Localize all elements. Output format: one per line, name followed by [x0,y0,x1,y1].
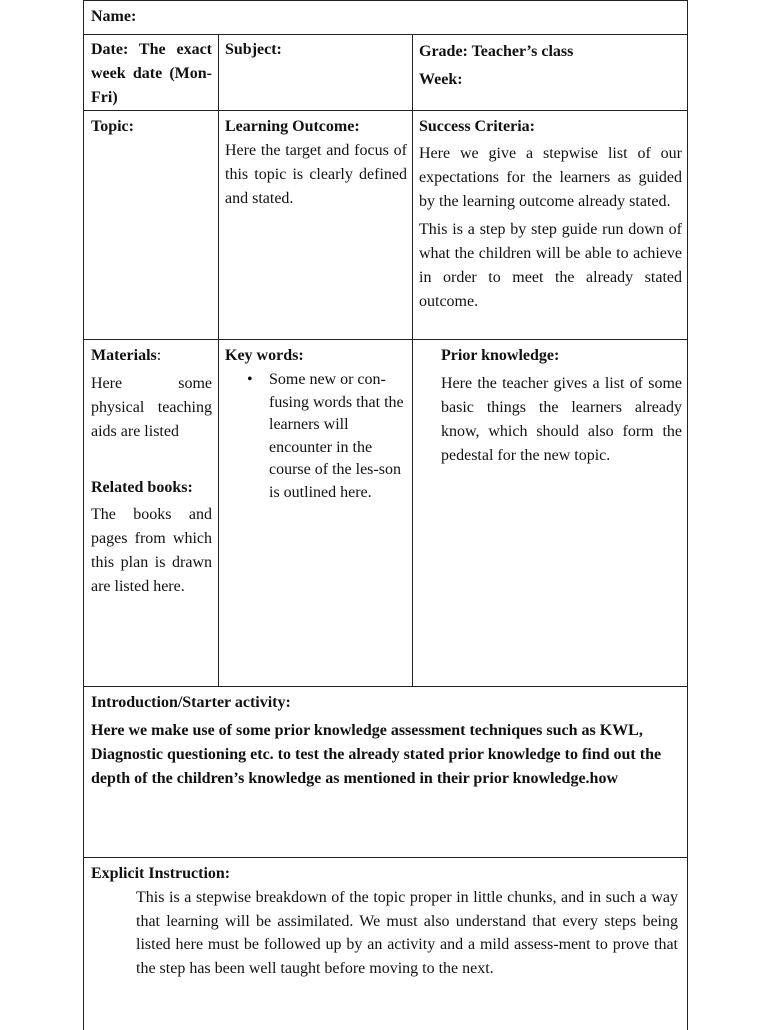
success-criteria-label: Success Criteria: [419,118,535,135]
key-word-text: Some new or con-fusing words that the learners will encounter in the course of the les-son is outlined here. [269,371,404,501]
materials-cell [91,344,212,599]
key-words-list [225,369,407,504]
name-field-label: Name: [91,8,137,25]
learning-outcome-text: Here the target and focus of this topic is clearly defined and stated. [225,142,407,207]
bullet-icon: • [247,371,253,388]
key-words-cell [225,344,407,504]
row-divider [84,110,687,111]
related-books-label: Related books: [91,479,193,496]
prior-knowledge-cell [441,344,682,468]
grade-week-cell [419,38,681,94]
lesson-plan-table [83,0,688,1030]
column-divider [218,34,219,686]
explicit-instruction-label: Explicit Instruction: [91,865,231,882]
subject-field-label: Subject: [225,41,282,58]
materials-text: Here some physical teaching aids are listed [91,375,212,440]
prior-knowledge-text: Here the teacher gives a list of some basic things the learners already know, which should also form the pedestal for the new topic. [441,375,682,464]
column-divider [412,34,413,686]
introduction-cell [91,691,686,791]
materials-heading [91,344,212,368]
success-criteria-paragraph: This is a step by step guide run down of what the children will be able to achieve in order to meet the already stated outcome. [419,221,682,310]
learning-outcome-label: Learning Outcome: [225,118,360,135]
list-item [225,369,407,504]
learning-outcome-cell [225,115,407,211]
related-books-text: The books and pages from which this plan is drawn are listed here. [91,506,212,595]
row-divider [84,686,687,687]
week-field-label: Week: [419,71,463,88]
introduction-label: Introduction/Starter activity: [91,694,291,711]
row-divider [84,857,687,858]
row-divider [84,34,687,35]
grade-field-label: Grade: Teacher’s class [419,43,574,60]
key-words-label: Key words: [225,347,304,364]
row-divider [84,339,687,340]
explicit-instruction-cell [91,862,681,980]
materials-label-colon: : [156,347,162,364]
success-criteria-cell [419,115,682,314]
topic-field-label: Topic: [91,118,134,135]
materials-label: Materials [91,347,157,364]
date-field-label: Date: The exact week date (Mon-Fri) [91,41,212,106]
success-criteria-paragraph: Here we give a stepwise list of our expectations for the learners as guided by the learning outcome already stated. [419,145,682,210]
prior-knowledge-label: Prior knowledge: [441,347,560,364]
introduction-text: Here we make use of some prior knowledge assessment techniques such as KWL, Diagnostic questioning etc. to test the already stated prior knowledge to find out the depth of the children’s knowledge as mentioned in their prior knowledge.how [91,722,662,787]
explicit-instruction-text: This is a stepwise breakdown of the topic proper in little chunks, and in such a way that learning will be assimilated. We must also understand that every steps being listed here must be followed up by an activity and a mild assess-ment to prove that the step has been well taught before moving to the next. [136,889,678,977]
